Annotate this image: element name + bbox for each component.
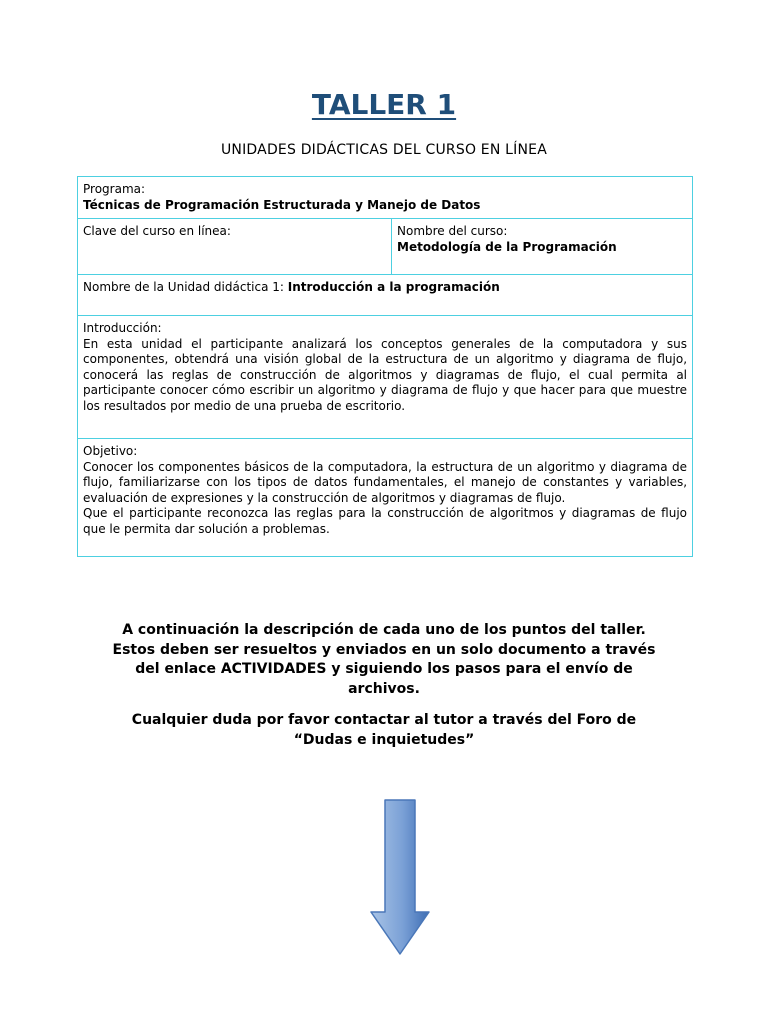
row-clave-nombre	[78, 219, 693, 275]
objetivo-label: Objetivo:	[83, 444, 138, 458]
nombre-curso-label: Nombre del curso:	[397, 224, 508, 238]
cell-unidad	[78, 275, 693, 316]
clave-label: Clave del curso en línea:	[83, 224, 231, 238]
introduccion-label: Introducción:	[83, 321, 162, 335]
instructions-paragraph-1: A continuación la descripción de cada uno de los puntos del taller. Estos deben ser resueltos y enviados en un solo documento a través del enlace ACTIVIDADES y siguiendo los pasos para el envío de archivos.	[112, 622, 656, 697]
course-info-table	[77, 176, 693, 557]
cell-introduccion	[78, 316, 693, 439]
introduccion-text: En esta unidad el participante analizará los conceptos generales de la computadora y sus componentes, obtendrá una visión global de la estructura de un algoritmo y diagrama de flujo, conocerá las reglas de construcción de algoritmos y diagramas de flujo, el cual permita al participante conocer cómo escribir un algoritmo y diagrama de flujo y que hacer para que muestre los resultados por medio de una prueba de escritorio.	[83, 336, 688, 413]
nombre-curso-value: Metodología de la Programación	[397, 239, 617, 254]
objetivo-text-1: Conocer los componentes básicos de la computadora, la estructura de un algoritmo y diagrama de flujo, familiarizarse con los tipos de datos fundamentales, el manejo de constantes y variables, evaluación de expresiones y la construcción de algoritmos y diagramas de flujo.	[83, 459, 688, 505]
cell-clave	[78, 219, 392, 275]
cell-objetivo	[78, 439, 693, 557]
cell-nombre-curso	[392, 219, 693, 275]
row-objetivo	[78, 439, 693, 557]
cell-programa	[78, 177, 693, 219]
row-introduccion	[78, 316, 693, 439]
page-title	[0, 88, 768, 121]
row-unidad	[78, 275, 693, 316]
row-programa	[78, 177, 693, 219]
unidad-value: Introducción a la programación	[287, 280, 500, 294]
arrow-down-icon	[369, 798, 431, 956]
instructions-paragraph-2: Cualquier duda por favor contactar al tutor a través del Foro de “Dudas e inquietudes”	[131, 712, 637, 748]
page-title-text: TALLER 1	[311, 88, 457, 121]
unidad-label: Nombre de la Unidad didáctica 1:	[83, 280, 288, 294]
programa-value: Técnicas de Programación Estructurada y Manejo de Datos	[83, 197, 481, 212]
programa-label: Programa:	[83, 182, 146, 196]
objetivo-text-2: Que el participante reconozca las reglas para la construcción de algoritmos y diagramas de flujo que le permita dar solución a problemas.	[83, 506, 688, 536]
page-subtitle: UNIDADES DIDÁCTICAS DEL CURSO EN LÍNEA	[220, 142, 548, 158]
instructions-notice	[104, 621, 664, 762]
